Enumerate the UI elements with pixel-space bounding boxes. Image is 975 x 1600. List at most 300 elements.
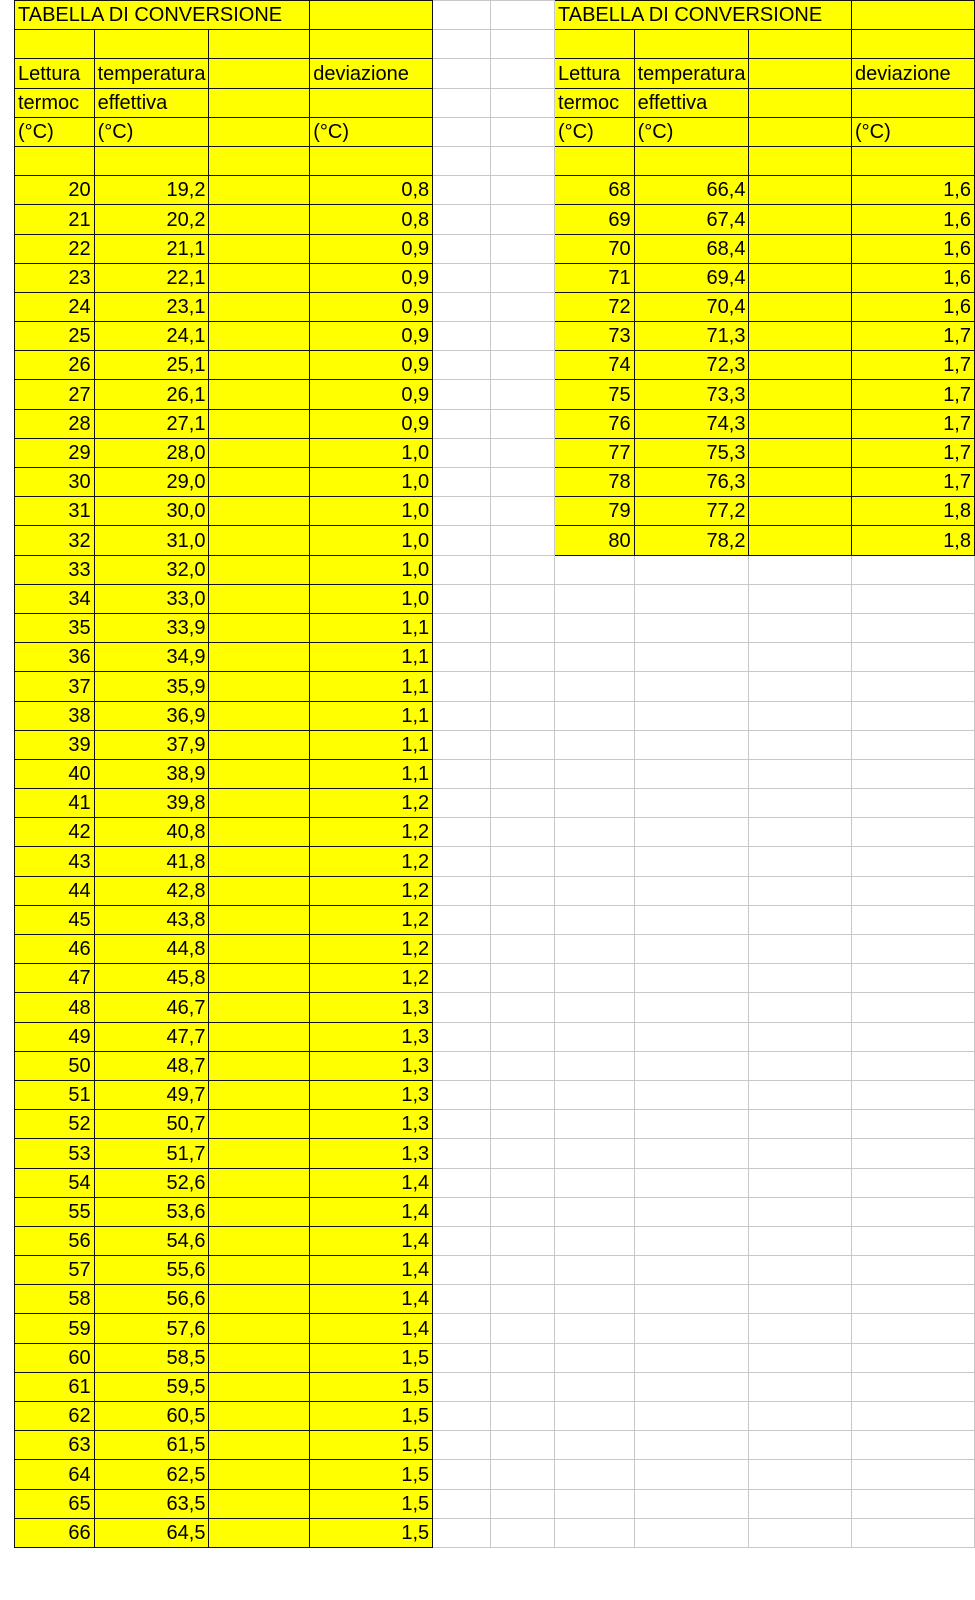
empty-cell: [749, 847, 852, 876]
empty-cell: [491, 1022, 555, 1051]
empty-cell: [634, 905, 749, 934]
empty-cell: [851, 1460, 974, 1489]
right-table-effettiva-cell-text: 72,3: [706, 354, 746, 377]
left-table-effettiva-cell: [94, 1372, 209, 1401]
left-table-deviazione-cell-text: 0,9: [401, 325, 430, 348]
table-row: [15, 438, 975, 467]
right-table-lettura-cell: [555, 322, 635, 351]
empty-cell: [634, 993, 749, 1022]
table-row: [15, 292, 975, 321]
left-table-effettiva-cell: [94, 263, 209, 292]
left-table-blank-cell: [209, 1489, 310, 1518]
empty-cell: [491, 1431, 555, 1460]
empty-cell: [433, 1110, 491, 1139]
right-table-blank-cell: [851, 146, 974, 175]
right-table-lettura-cell: [555, 468, 635, 497]
left-table-lettura-cell-text: 55: [68, 1200, 91, 1223]
left-table-blank-cell: [209, 263, 310, 292]
empty-cell: [749, 1256, 852, 1285]
right-table-lettura-cell: [555, 380, 635, 409]
left-table-blank-cell: [209, 613, 310, 642]
right-table-blank-cell: [749, 497, 852, 526]
empty-cell: [491, 789, 555, 818]
empty-cell: [433, 526, 491, 555]
table-row: [15, 380, 975, 409]
left-table-deviazione-cell: [310, 1314, 433, 1343]
left-table-blank-cell: [209, 555, 310, 584]
left-table-lettura-cell-text: 22: [68, 237, 91, 260]
left-table-lettura-cell: [15, 1314, 95, 1343]
empty-cell: [749, 584, 852, 613]
left-table-effettiva-cell-text: 20,2: [166, 208, 206, 231]
left-table-lettura-cell: [15, 730, 95, 759]
left-table-deviazione-cell: [310, 468, 433, 497]
empty-cell: [491, 292, 555, 321]
empty-cell: [433, 351, 491, 380]
right-table-effettiva-cell-text: 73,3: [706, 383, 746, 406]
empty-cell: [491, 555, 555, 584]
right-table-header-temperatura-text: effettiva: [637, 91, 708, 114]
table-row: [15, 1314, 975, 1343]
empty-cell: [555, 1197, 635, 1226]
empty-cell: [491, 234, 555, 263]
empty-cell: [555, 964, 635, 993]
right-table-effettiva-cell: [634, 234, 749, 263]
empty-cell: [634, 759, 749, 788]
left-table-lettura-cell-text: 45: [68, 909, 91, 931]
empty-cell: [555, 1110, 635, 1139]
left-table-lettura-cell: [15, 205, 95, 234]
left-table-lettura-cell-text: 66: [68, 1521, 91, 1544]
left-table-deviazione-cell: [310, 1197, 433, 1226]
left-table-blank-cell: [209, 964, 310, 993]
right-table-lettura-cell: [555, 292, 635, 321]
empty-cell: [851, 1197, 974, 1226]
empty-cell: [749, 1110, 852, 1139]
right-table-deviazione-cell-text: 1,6: [943, 237, 971, 260]
left-table-title-blank: [310, 1, 433, 30]
table-row: [15, 935, 975, 964]
empty-cell: [851, 701, 974, 730]
right-table-lettura-cell-text: 79: [608, 500, 631, 523]
empty-cell: [491, 1402, 555, 1431]
left-table-header-lettura: [15, 117, 95, 146]
left-table-lettura-cell: [15, 1285, 95, 1314]
empty-cell: [555, 935, 635, 964]
right-table-deviazione-cell-text: 1,8: [943, 529, 971, 552]
left-table-effettiva-cell-text: 63,5: [166, 1492, 206, 1515]
right-table-effettiva-cell: [634, 380, 749, 409]
left-table-blank-cell: [209, 789, 310, 818]
left-table-effettiva-cell-text: 55,6: [166, 1259, 206, 1282]
empty-cell: [433, 730, 491, 759]
right-table-title-blank: [851, 1, 974, 30]
left-table-effettiva-cell: [94, 1256, 209, 1285]
empty-cell: [851, 1343, 974, 1372]
left-table-blank-cell: [15, 30, 95, 59]
table-row: [15, 730, 975, 759]
left-table-deviazione-cell: [310, 672, 433, 701]
empty-cell: [491, 964, 555, 993]
empty-cell: [433, 117, 491, 146]
empty-cell: [555, 993, 635, 1022]
right-table-deviazione-cell-text: 1,7: [943, 442, 971, 464]
left-table-blank-cell: [209, 730, 310, 759]
left-table-effettiva-cell: [94, 1489, 209, 1518]
empty-cell: [491, 409, 555, 438]
empty-cell: [634, 789, 749, 818]
empty-cell: [433, 234, 491, 263]
left-table-blank-cell: [94, 146, 209, 175]
empty-cell: [491, 205, 555, 234]
left-table-lettura-cell: [15, 351, 95, 380]
left-table-blank-cell: [209, 1518, 310, 1547]
left-table-blank-cell: [209, 409, 310, 438]
left-table-lettura-cell-text: 47: [68, 967, 91, 990]
table-row: [15, 1139, 975, 1168]
left-table-lettura-cell-text: 39: [68, 733, 91, 756]
empty-cell: [491, 876, 555, 905]
empty-cell: [491, 935, 555, 964]
empty-cell: [749, 1518, 852, 1547]
left-table-effettiva-cell: [94, 1460, 209, 1489]
left-table-effettiva-cell-text: 64,5: [166, 1521, 206, 1544]
right-table-header-temperatura-text: temperatura: [637, 62, 746, 85]
left-table-header-temperatura-text: effettiva: [97, 91, 168, 114]
empty-cell: [491, 1285, 555, 1314]
empty-cell: [634, 876, 749, 905]
empty-cell: [555, 672, 635, 701]
left-table-blank-cell: [209, 1080, 310, 1109]
left-table-deviazione-cell: [310, 584, 433, 613]
empty-cell: [634, 1402, 749, 1431]
empty-cell: [433, 30, 491, 59]
left-table-effettiva-cell-text: 19,2: [166, 179, 206, 202]
empty-cell: [491, 1343, 555, 1372]
left-table-deviazione-cell-text: 1,5: [401, 1463, 430, 1486]
left-table-title-text: TABELLA DI CONVERSIONE: [18, 4, 283, 27]
empty-cell: [749, 1372, 852, 1401]
left-table-effettiva-cell-text: 26,1: [166, 383, 206, 406]
left-table-deviazione-cell: [310, 1226, 433, 1255]
left-table-effettiva-cell: [94, 964, 209, 993]
empty-cell: [749, 643, 852, 672]
empty-cell: [433, 88, 491, 117]
empty-cell: [555, 730, 635, 759]
left-table-effettiva-cell-text: 59,5: [166, 1376, 206, 1398]
right-table-blank-cell: [749, 146, 852, 175]
left-table-header-deviazione-text: deviazione: [313, 62, 409, 85]
left-table-effettiva-cell: [94, 380, 209, 409]
left-table-effettiva-cell-text: 49,7: [166, 1084, 206, 1107]
left-table-lettura-cell-text: 50: [68, 1054, 91, 1077]
left-table-lettura-cell-text: 63: [68, 1434, 91, 1457]
left-table-deviazione-cell: [310, 759, 433, 788]
left-table-effettiva-cell: [94, 818, 209, 847]
left-table-deviazione-cell-text: 1,0: [401, 471, 430, 494]
left-table-lettura-cell: [15, 1022, 95, 1051]
left-table-lettura-cell-text: 24: [68, 296, 91, 319]
left-table-effettiva-cell-text: 42,8: [166, 879, 206, 902]
empty-cell: [634, 1518, 749, 1547]
empty-cell: [749, 964, 852, 993]
right-table-deviazione-cell: [851, 322, 974, 351]
empty-cell: [634, 730, 749, 759]
left-table-deviazione-cell-text: 0,8: [401, 208, 430, 231]
empty-cell: [491, 146, 555, 175]
left-table-blank-cell: [209, 818, 310, 847]
empty-cell: [491, 176, 555, 205]
right-table-effettiva-cell: [634, 292, 749, 321]
left-table-effettiva-cell: [94, 1402, 209, 1431]
left-table-deviazione-cell-text: 1,3: [401, 1025, 430, 1048]
left-table-effettiva-cell-text: 21,1: [166, 237, 206, 260]
empty-cell: [851, 1314, 974, 1343]
right-table-lettura-cell-text: 76: [608, 412, 631, 435]
left-table-effettiva-cell-text: 34,9: [166, 646, 206, 669]
right-table-blank-cell: [634, 146, 749, 175]
left-table-blank-cell: [209, 497, 310, 526]
left-table-lettura-cell: [15, 176, 95, 205]
empty-cell: [634, 1051, 749, 1080]
empty-cell: [851, 847, 974, 876]
left-table-deviazione-cell: [310, 1489, 433, 1518]
right-table-effettiva-cell-text: 76,3: [706, 471, 746, 494]
left-table-lettura-cell: [15, 643, 95, 672]
left-table-blank-cell: [209, 993, 310, 1022]
left-table-lettura-cell: [15, 1051, 95, 1080]
table-row: [15, 351, 975, 380]
empty-cell: [433, 1051, 491, 1080]
left-table-lettura-cell-text: 31: [68, 500, 91, 523]
empty-cell: [634, 1022, 749, 1051]
left-table-blank-cell: [209, 146, 310, 175]
empty-cell: [491, 1314, 555, 1343]
left-table-deviazione-cell: [310, 1080, 433, 1109]
empty-cell: [749, 1285, 852, 1314]
left-table-blank-cell: [209, 1110, 310, 1139]
empty-cell: [851, 935, 974, 964]
empty-cell: [634, 1343, 749, 1372]
left-table-lettura-cell-text: 29: [68, 442, 91, 464]
left-table-deviazione-cell: [310, 176, 433, 205]
empty-cell: [555, 1226, 635, 1255]
empty-cell: [851, 1139, 974, 1168]
empty-cell: [555, 1051, 635, 1080]
empty-cell: [555, 1489, 635, 1518]
right-table-lettura-cell: [555, 234, 635, 263]
left-table-effettiva-cell-text: 43,8: [166, 909, 206, 931]
left-table-deviazione-cell: [310, 351, 433, 380]
left-table-effettiva-cell-text: 36,9: [166, 704, 206, 727]
left-table-effettiva-cell-text: 33,9: [166, 617, 206, 640]
empty-cell: [851, 1226, 974, 1255]
empty-cell: [433, 468, 491, 497]
empty-cell: [555, 876, 635, 905]
left-table-lettura-cell: [15, 497, 95, 526]
empty-cell: [749, 672, 852, 701]
left-table-lettura-cell: [15, 438, 95, 467]
left-table-lettura-cell: [15, 759, 95, 788]
empty-cell: [433, 789, 491, 818]
left-table-effettiva-cell-text: 29,0: [166, 471, 206, 494]
right-table-effettiva-cell: [634, 322, 749, 351]
empty-cell: [851, 1051, 974, 1080]
left-table-effettiva-cell-text: 52,6: [166, 1171, 206, 1194]
empty-cell: [851, 1080, 974, 1109]
empty-cell: [634, 1226, 749, 1255]
empty-cell: [851, 613, 974, 642]
left-table-effettiva-cell-text: 35,9: [166, 675, 206, 698]
left-table-lettura-cell-text: 34: [68, 587, 91, 610]
left-table-lettura-cell-text: 53: [68, 1142, 91, 1165]
empty-cell: [851, 905, 974, 934]
table-row: [15, 497, 975, 526]
right-table-effettiva-cell: [634, 438, 749, 467]
left-table-effettiva-cell: [94, 497, 209, 526]
empty-cell: [749, 1402, 852, 1431]
left-table-lettura-cell-text: 60: [68, 1346, 91, 1369]
left-table-deviazione-cell: [310, 1431, 433, 1460]
left-table-blank-cell: [209, 292, 310, 321]
right-table-lettura-cell-text: 73: [608, 325, 631, 348]
left-table-deviazione-cell-text: 1,2: [401, 821, 430, 844]
right-table-header-lettura: [555, 88, 635, 117]
right-table-header-temperatura-text: (°C): [637, 120, 674, 143]
empty-cell: [851, 964, 974, 993]
left-table-effettiva-cell: [94, 1285, 209, 1314]
left-table-lettura-cell: [15, 1343, 95, 1372]
left-table-blank-cell: [209, 672, 310, 701]
empty-cell: [851, 1022, 974, 1051]
left-table-deviazione-cell: [310, 292, 433, 321]
empty-cell: [555, 1518, 635, 1547]
left-table-blank-cell: [209, 1314, 310, 1343]
left-table-blank-cell: [209, 526, 310, 555]
left-table-lettura-cell: [15, 1256, 95, 1285]
empty-cell: [491, 1489, 555, 1518]
right-table-blank-cell: [555, 30, 635, 59]
empty-cell: [749, 1343, 852, 1372]
left-table-blank-cell: [209, 1372, 310, 1401]
left-table-deviazione-cell: [310, 613, 433, 642]
left-table-deviazione-cell-text: 1,0: [401, 558, 430, 581]
empty-cell: [634, 1372, 749, 1401]
table-row: [15, 1343, 975, 1372]
empty-cell: [851, 555, 974, 584]
table-row: [15, 905, 975, 934]
empty-cell: [634, 935, 749, 964]
empty-cell: [634, 1431, 749, 1460]
left-table-deviazione-cell: [310, 205, 433, 234]
right-table-lettura-cell-text: 70: [608, 237, 631, 260]
left-table-deviazione-cell: [310, 1343, 433, 1372]
left-table-effettiva-cell: [94, 322, 209, 351]
left-table-deviazione-cell-text: 1,1: [401, 646, 430, 669]
left-table-lettura-cell: [15, 1372, 95, 1401]
empty-cell: [491, 993, 555, 1022]
right-table-effettiva-cell-text: 68,4: [706, 237, 746, 260]
left-table-effettiva-cell: [94, 789, 209, 818]
left-table-effettiva-cell: [94, 205, 209, 234]
empty-cell: [555, 818, 635, 847]
right-table-effettiva-cell: [634, 526, 749, 555]
left-table-lettura-cell: [15, 613, 95, 642]
left-table-blank-cell: [209, 1197, 310, 1226]
left-table-lettura-cell: [15, 1168, 95, 1197]
empty-cell: [555, 613, 635, 642]
left-table-deviazione-cell-text: 1,4: [401, 1288, 430, 1311]
left-table-effettiva-cell-text: 28,0: [166, 442, 206, 464]
empty-cell: [433, 205, 491, 234]
right-table-blank-cell: [749, 234, 852, 263]
left-table-deviazione-cell: [310, 847, 433, 876]
right-table-lettura-cell-text: 80: [608, 529, 631, 552]
table-row: [15, 1431, 975, 1460]
left-table-header-deviazione-text: (°C): [313, 120, 349, 143]
table-row: [15, 672, 975, 701]
empty-cell: [433, 1489, 491, 1518]
left-table-header-lettura-text: termoc: [18, 91, 80, 114]
empty-cell: [555, 1372, 635, 1401]
right-table-effettiva-cell-text: 77,2: [706, 500, 746, 523]
left-table-deviazione-cell: [310, 322, 433, 351]
left-table-lettura-cell-text: 36: [68, 646, 91, 669]
left-table-deviazione-cell: [310, 438, 433, 467]
left-table-header-temperatura: [94, 59, 209, 88]
empty-cell: [749, 1080, 852, 1109]
right-table-lettura-cell-text: 68: [608, 179, 631, 202]
left-table-effettiva-cell-text: 45,8: [166, 967, 206, 990]
right-table-deviazione-cell: [851, 468, 974, 497]
left-table-deviazione-cell-text: 1,0: [401, 529, 430, 552]
left-table-lettura-cell-text: 61: [68, 1376, 91, 1398]
empty-cell: [433, 146, 491, 175]
empty-cell: [491, 30, 555, 59]
empty-cell: [433, 1343, 491, 1372]
left-table-lettura-cell: [15, 847, 95, 876]
table-row: [15, 468, 975, 497]
left-table-lettura-cell: [15, 1460, 95, 1489]
left-table-effettiva-cell-text: 39,8: [166, 792, 206, 815]
left-table-deviazione-cell-text: 1,1: [401, 617, 430, 640]
left-table-lettura-cell: [15, 234, 95, 263]
left-table-header-lettura-text: (°C): [18, 120, 54, 143]
table-row: [15, 613, 975, 642]
table-row: [15, 759, 975, 788]
right-table-header-deviazione-text: deviazione: [854, 62, 951, 85]
right-table-deviazione-cell: [851, 351, 974, 380]
right-table-lettura-cell: [555, 205, 635, 234]
empty-cell: [433, 1402, 491, 1431]
empty-cell: [555, 905, 635, 934]
left-table-lettura-cell: [15, 1197, 95, 1226]
left-table-lettura-cell-text: 62: [68, 1405, 91, 1428]
left-table-blank-cell: [209, 205, 310, 234]
empty-cell: [555, 1314, 635, 1343]
left-table-deviazione-cell: [310, 1256, 433, 1285]
empty-cell: [433, 876, 491, 905]
left-table-deviazione-cell: [310, 234, 433, 263]
empty-cell: [851, 1168, 974, 1197]
empty-cell: [749, 935, 852, 964]
table-row: [15, 30, 975, 59]
right-table-deviazione-cell: [851, 438, 974, 467]
empty-cell: [851, 1256, 974, 1285]
empty-cell: [433, 1226, 491, 1255]
empty-cell: [433, 818, 491, 847]
empty-cell: [634, 818, 749, 847]
